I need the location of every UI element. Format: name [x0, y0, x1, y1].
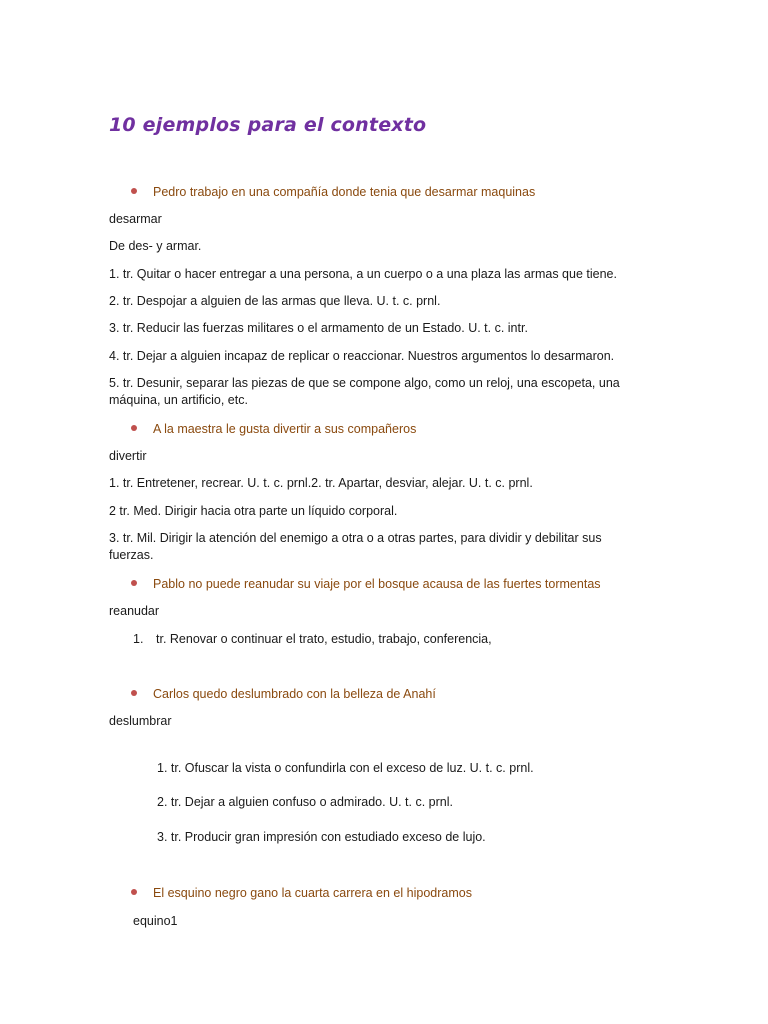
example-sentence-4: [131, 686, 436, 703]
bullet-icon: [131, 690, 137, 696]
page-title: 10 ejemplos para el contexto: [109, 114, 427, 136]
example-sentence-text: El esquino negro gano la cuarta carrera en el hipodramos: [153, 886, 472, 900]
bullet-icon: [131, 580, 137, 586]
definition-text: tr. Renovar o continuar el trato, estudio, trabajo, conferencia,: [156, 632, 492, 646]
definition-word: reanudar: [109, 604, 160, 618]
list-number: 1.: [133, 632, 144, 646]
definition-line: 2. tr. Despojar a alguien de las armas que lleva. U. t. c. prnl.: [109, 294, 441, 308]
bullet-icon: [131, 889, 137, 895]
bullet-icon: [131, 425, 137, 431]
example-sentence-text: Carlos quedo deslumbrado con la belleza de Anahí: [153, 687, 436, 701]
definition-word: equino1: [133, 914, 178, 928]
definition-line: 4. tr. Dejar a alguien incapaz de replicar o reaccionar. Nuestros argumentos lo desarmaron.: [109, 349, 615, 363]
example-sentence-text: Pablo no puede reanudar su viaje por el bosque acausa de las fuertes tormentas: [153, 577, 601, 591]
example-sentence-2: [131, 421, 416, 438]
definition-line: 3. tr. Producir gran impresión con estudiado exceso de lujo.: [157, 830, 486, 844]
definition-line: 3. tr. Reducir las fuerzas militares o el armamento de un Estado. U. t. c. intr.: [109, 321, 528, 335]
definition-word: desarmar: [109, 212, 162, 226]
definition-line: 3. tr. Mil. Dirigir la atención del enemigo a otra o a otras partes, para dividir y debilitar sus fuerzas.: [109, 531, 602, 562]
example-sentence-5: [131, 885, 472, 902]
definition-line: 1. tr. Entretener, recrear. U. t. c. prnl.2. tr. Apartar, desviar, alejar. U. t. c. prnl.: [109, 476, 533, 490]
example-sentence-text: A la maestra le gusta divertir a sus compañeros: [153, 422, 417, 436]
bullet-icon: [131, 188, 137, 194]
definition-line: 1. tr. Quitar o hacer entregar a una persona, a un cuerpo o a una plaza las armas que tiene.: [109, 267, 617, 281]
definition-line: 2. tr. Dejar a alguien confuso o admirado. U. t. c. prnl.: [157, 795, 453, 809]
definition-line: 2 tr. Med. Dirigir hacia otra parte un líquido corporal.: [109, 504, 398, 518]
example-sentence-3: [131, 576, 601, 593]
definition-line: 5. tr. Desunir, separar las piezas de que se compone algo, como un reloj, una escopeta, una máquina, un artificio, etc.: [109, 376, 620, 407]
definition-line: De des- y armar.: [109, 239, 202, 253]
numbered-definition: [133, 631, 492, 648]
definition-word: deslumbrar: [109, 714, 172, 728]
example-sentence-1: [131, 184, 535, 201]
definition-word: divertir: [109, 449, 147, 463]
example-sentence-text: Pedro trabajo en una compañía donde tenia que desarmar maquinas: [153, 185, 536, 199]
definition-line: 1. tr. Ofuscar la vista o confundirla con el exceso de luz. U. t. c. prnl.: [157, 761, 534, 775]
